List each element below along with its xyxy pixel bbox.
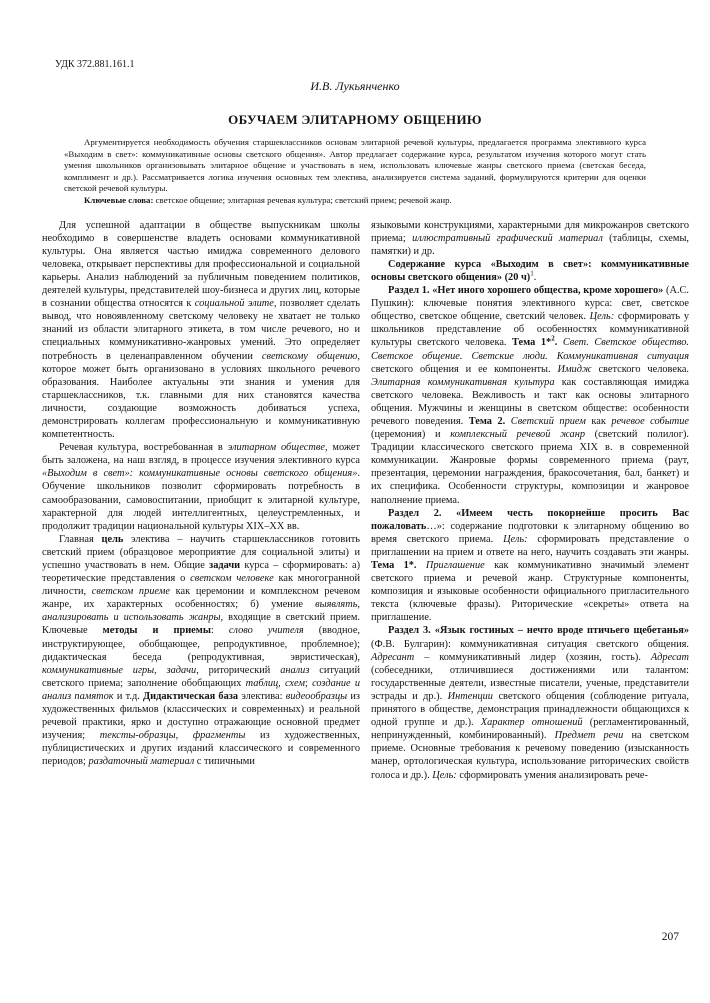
- udc-code: УДК 372.881.161.1: [55, 59, 135, 70]
- right-column: [371, 219, 689, 782]
- article-title: ОБУЧАЕМ ЭЛИТАРНОМУ ОБЩЕНИЮ: [228, 112, 482, 127]
- paragraph: Для успешной адаптации в обществе выпускникам школы необходимо в совершенстве владеть основами коммуникативной культуры. Она является частью имиджа современного делового человека, открывает перспективы для профессиональной и социальной карьеры. Анализ наблюдений за публичным поведением политиков, деятелей культуры, представителей шоу-бизнеса и других лиц, которые в сознании общества относятся к социальной элите, позволяет сделать вывод, что новоявленному светскому человеку не хватает не только знаний из области элитарного этикета, в том числе речевого, но и специальных коммуникативно-жанровых умений. Это определяет потребность в целенаправленном обучении светскому общению, которое может быть организовано в условиях школьного речевого образования. Наиболее актуальны эти знания и умения для старшеклассников, т.к. главными для них становятся качества личности, создающие возможность добиваться успеха, демонстрировать коллегам профессиональную и коммуникативную компетентность.: [42, 219, 360, 441]
- abstract-text: Аргументируется необходимость обучения старшеклассников основам элитарной речевой культуры, предлагается программа элективного курса «Выходим в свет»: коммуникативные основы светского общения». Автор предлагает содержание курса, результатом изучения которого могут стать умения школьников организовывать элитарное общение и участвовать в нем, использовать ключевые жанры светского приема (светская беседа, комплимент и др.). Рассматривается логика изучения основных тем электива, анализируется система заданий, формулируются критерии для оценки светской речевой культуры.: [64, 137, 646, 194]
- paragraph: Раздел 2. «Имеем честь покорнейше просить Вас пожаловать…»: содержание подготовки к элитарному общению во время светского приема. Цель: сформировать представление о приглашении на прием и ответе на него, научить создавать эти жанры. Тема 1*. Приглашение как коммуникативно значимый элемент светского приема и речевой жанр. Структурные компоненты, композиция и языковые особенности официального пригласительного текста (ключевые фразы). Риторические «секреты» ответа на приглашение.: [371, 507, 690, 624]
- paragraph: языковыми конструкциями, характерными для микрожанров светского приема; иллюстративный графический материал (таблицы, схемы, памятки) и др.: [371, 219, 689, 257]
- paragraph: Содержание курса «Выходим в свет»: коммуникативные основы светского общения» (20 ч)$^1$.: [371, 258, 689, 283]
- paragraph: Раздел 3. «Язык гостиных – нечто вроде птичьего щебетанья» (Ф.В. Булгарин): коммуникативная ситуация светского общения. Адресант – коммуникативный лидер (хозяин, гость). Адресат (собеседники, отличившиеся достижениями или талантом: государственные деятели, известные писатели, ученые, представители эстрады и др.). Интенции светского общения (соблюдение ритуала, принятого в обществе, демонстрация принадлежности общающихся к одной группе и др.). Характер отношений (регламентированный, непринужденный, комбинированный). Предмет речи на светском приеме. Основные требования к речевому поведению (изысканность манер, ортологическая культура, использование риторических свойств голоса и др.). Цель: сформировать умения анализировать рече-: [371, 625, 690, 781]
- keywords-label: Ключевые слова:: [84, 194, 154, 205]
- paragraph: Раздел 1. «Нет иного хорошего общества, кроме хорошего» (А.С. Пушкин): ключевые понятия элективного курса: свет, светское общество, светское общение, светский человек. Цель: сформировать у школьников представление об особенностях коммуникативной культуры светского человека. Тема 1*$^2$. Свет. Светское общество. Светское общение. Светские люди. Коммуникативная ситуация светского общения и ее компоненты. Имидж светского человека. Элитарная коммуникативная культура как составляющая имиджа светского человека. Вежливость и такт как основы элитарного общения. Мужчины и женщины в светском обществе: особенности речевого поведения. Тема 2. Светский прием как речевое событие (церемония) и комплексный речевой жанр (светский полилог). Традиции классического светского приема XIX в. в современной коммуникации. Жанровые формы современного приема (раут, презентация, церемонии награждения, бракосочетания, бал, банкет) и их специфика. Особенности структуры, композиции и жанровое наполнение приема.: [371, 285, 689, 506]
- page-number: 207: [661, 931, 679, 943]
- abstract-block: [64, 137, 646, 207]
- left-column: [42, 219, 360, 782]
- keywords-line: [64, 195, 646, 207]
- paragraph: Речевая культура, востребованная в элитарном обществе, может быть заложена, на наш взгляд, в процессе изучения элективного курса «Выходим в свет»: коммуникативные основы светского общения». Обучение школьников позволит сформировать потребность в самообразовании, самовоспитании, приобщит к элитарной культуре, характерной для людей интеллигентных, целеустремленных, и продолжит традиции национальной культуры XIX–XX вв.: [42, 442, 360, 532]
- keywords-text: светское общение; элитарная речевая культура; светский прием; речевой жанр.: [153, 194, 452, 205]
- article-body: [42, 219, 689, 782]
- author-name: И.В. Лукьянченко: [310, 79, 400, 93]
- paragraph: Главная цель электива – научить старшеклассников готовить светский прием (образцовое мероприятие для социальной элиты) и успешно участвовать в нем. Общие задачи курса – сформировать: а) теоретические представления о светском человеке как многогранной личности, светском приеме как церемонии и комплексном речевом жанре, их характерных особенностях; б) умение выявлять, анализировать и использовать жанры, входящие в светский прием. Ключевые методы и приемы: слово учителя (вводное, инструктирующее, обобщающее, репродуктивное, проблемное); дидактическая беседа (репродуктивная, эвристическая), коммуникативные игры, задачи, риторический анализ ситуаций светского приема; заполнение обобщающих таблиц, схем; создание и анализ памяток и т.д. Дидактическая база электива: видеообразцы из художественных фильмов (классических и современных) и реальной речевой практики, ярко и доступно отражающие основной предмет изучения; тексты-образцы, фрагменты из художественных, публицистических и других изданий классического и современного периодов; раздаточный материал с типичными: [42, 533, 361, 768]
